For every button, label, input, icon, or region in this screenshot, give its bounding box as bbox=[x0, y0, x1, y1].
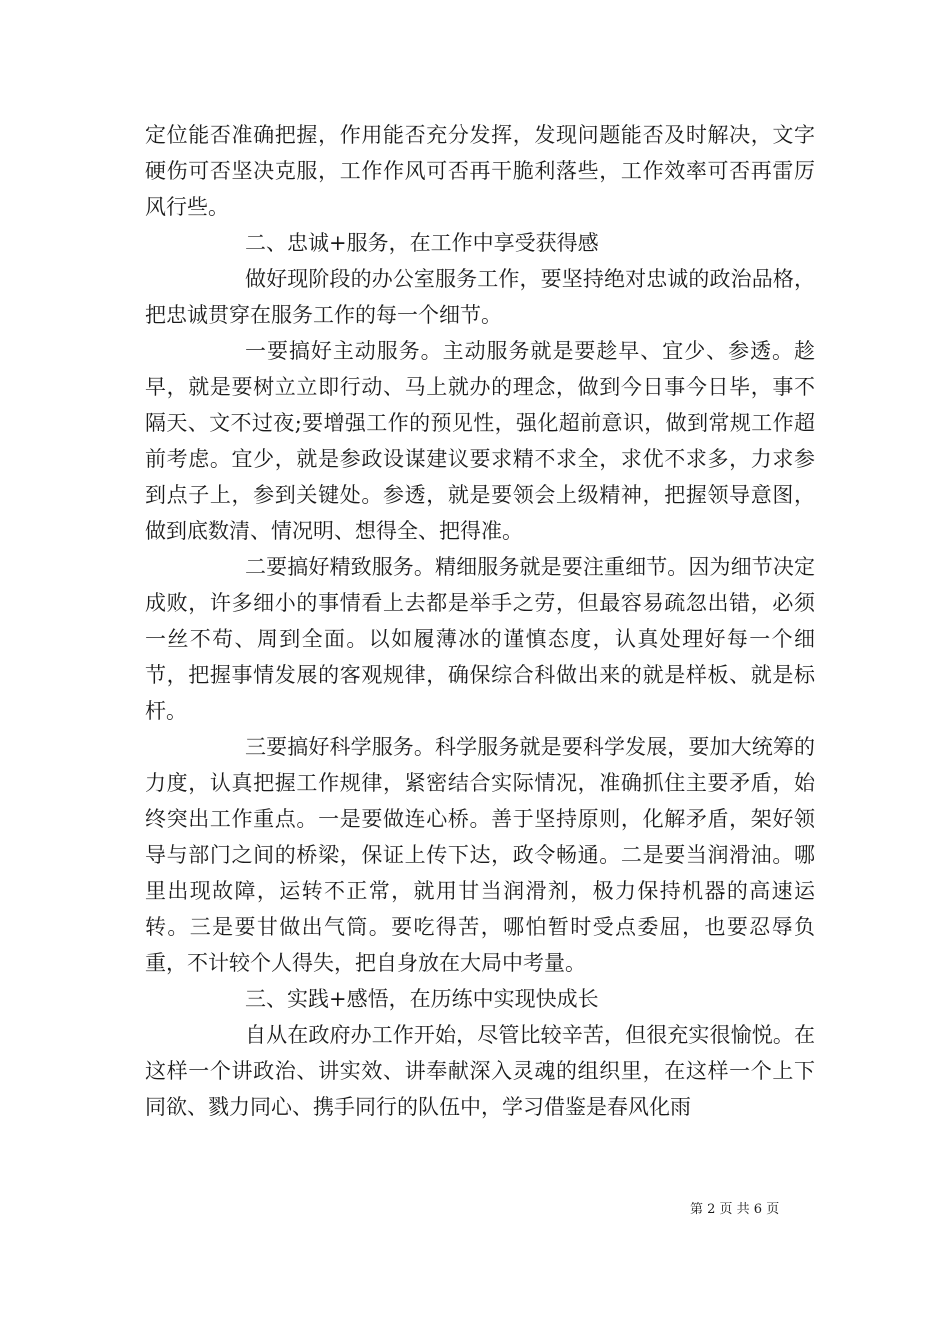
paragraph-proactive-service: 一要搞好主动服务。主动服务就是要趁早、宜少、参透。趁早，就是要树立立即行动、马上就办的理念，做到今日事今日毕，事不隔天、文不过夜;要增强工作的预见性，强化超前意识，做到常规工作超前考虑。宜少，就是参政设谋建议要求精不求全，求优不求多，力求参到点子上，参到关键处。参透，就是要领会上级精神，把握领导意图，做到底数清、情况明、想得全、把得准。 bbox=[145, 339, 815, 543]
paragraph-loyalty-intro: 做好现阶段的办公室服务工作，要坚持绝对忠诚的政治品格，把忠诚贯穿在服务工作的每一个细节。 bbox=[145, 267, 815, 327]
paragraph-continued: 定位能否准确把握，作用能否充分发挥，发现问题能否及时解决，文字硬伤可否坚决克服，工作作风可否再干脆利落些，工作效率可否再雷厉风行些。 bbox=[145, 123, 815, 219]
paragraph-practice-intro: 自从在政府办工作开始，尽管比较辛苦，但很充实很愉悦。在这样一个讲政治、讲实效、讲奉献深入灵魂的组织里，在这样一个上下同欲、戮力同心、携手同行的队伍中，学习借鉴是春风化雨 bbox=[145, 1023, 815, 1119]
section-heading-three: 三、实践+感悟，在历练中实现快成长 bbox=[245, 987, 599, 1011]
paragraph-scientific-service: 三要搞好科学服务。科学服务就是要科学发展，要加大统筹的力度，认真把握工作规律，紧密结合实际情况，准确抓住主要矛盾，始终突出工作重点。一是要做连心桥。善于坚持原则，化解矛盾，架好领导与部门之间的桥梁，保证上传下达，政令畅通。二是要当润滑油。哪里出现故障，运转不正常，就用甘当润滑剂，极力保持机器的高速运转。三是要甘做出气筒。要吃得苦，哪怕暂时受点委屈，也要忍辱负重，不计较个人得失，把自身放在大局中考量。 bbox=[145, 735, 815, 975]
section-heading-two: 二、忠诚+服务，在工作中享受获得感 bbox=[245, 231, 599, 255]
paragraph-refined-service: 二要搞好精致服务。精细服务就是要注重细节。因为细节决定成败，许多细小的事情看上去都是举手之劳，但最容易疏忽出错，必须一丝不苟、周到全面。以如履薄冰的谨慎态度，认真处理好每一个细节，把握事情发展的客观规律，确保综合科做出来的就是样板、就是标杆。 bbox=[145, 555, 815, 723]
document-body bbox=[145, 117, 815, 1125]
page-number-footer: 第 2 页 共 6 页 bbox=[690, 1202, 780, 1217]
